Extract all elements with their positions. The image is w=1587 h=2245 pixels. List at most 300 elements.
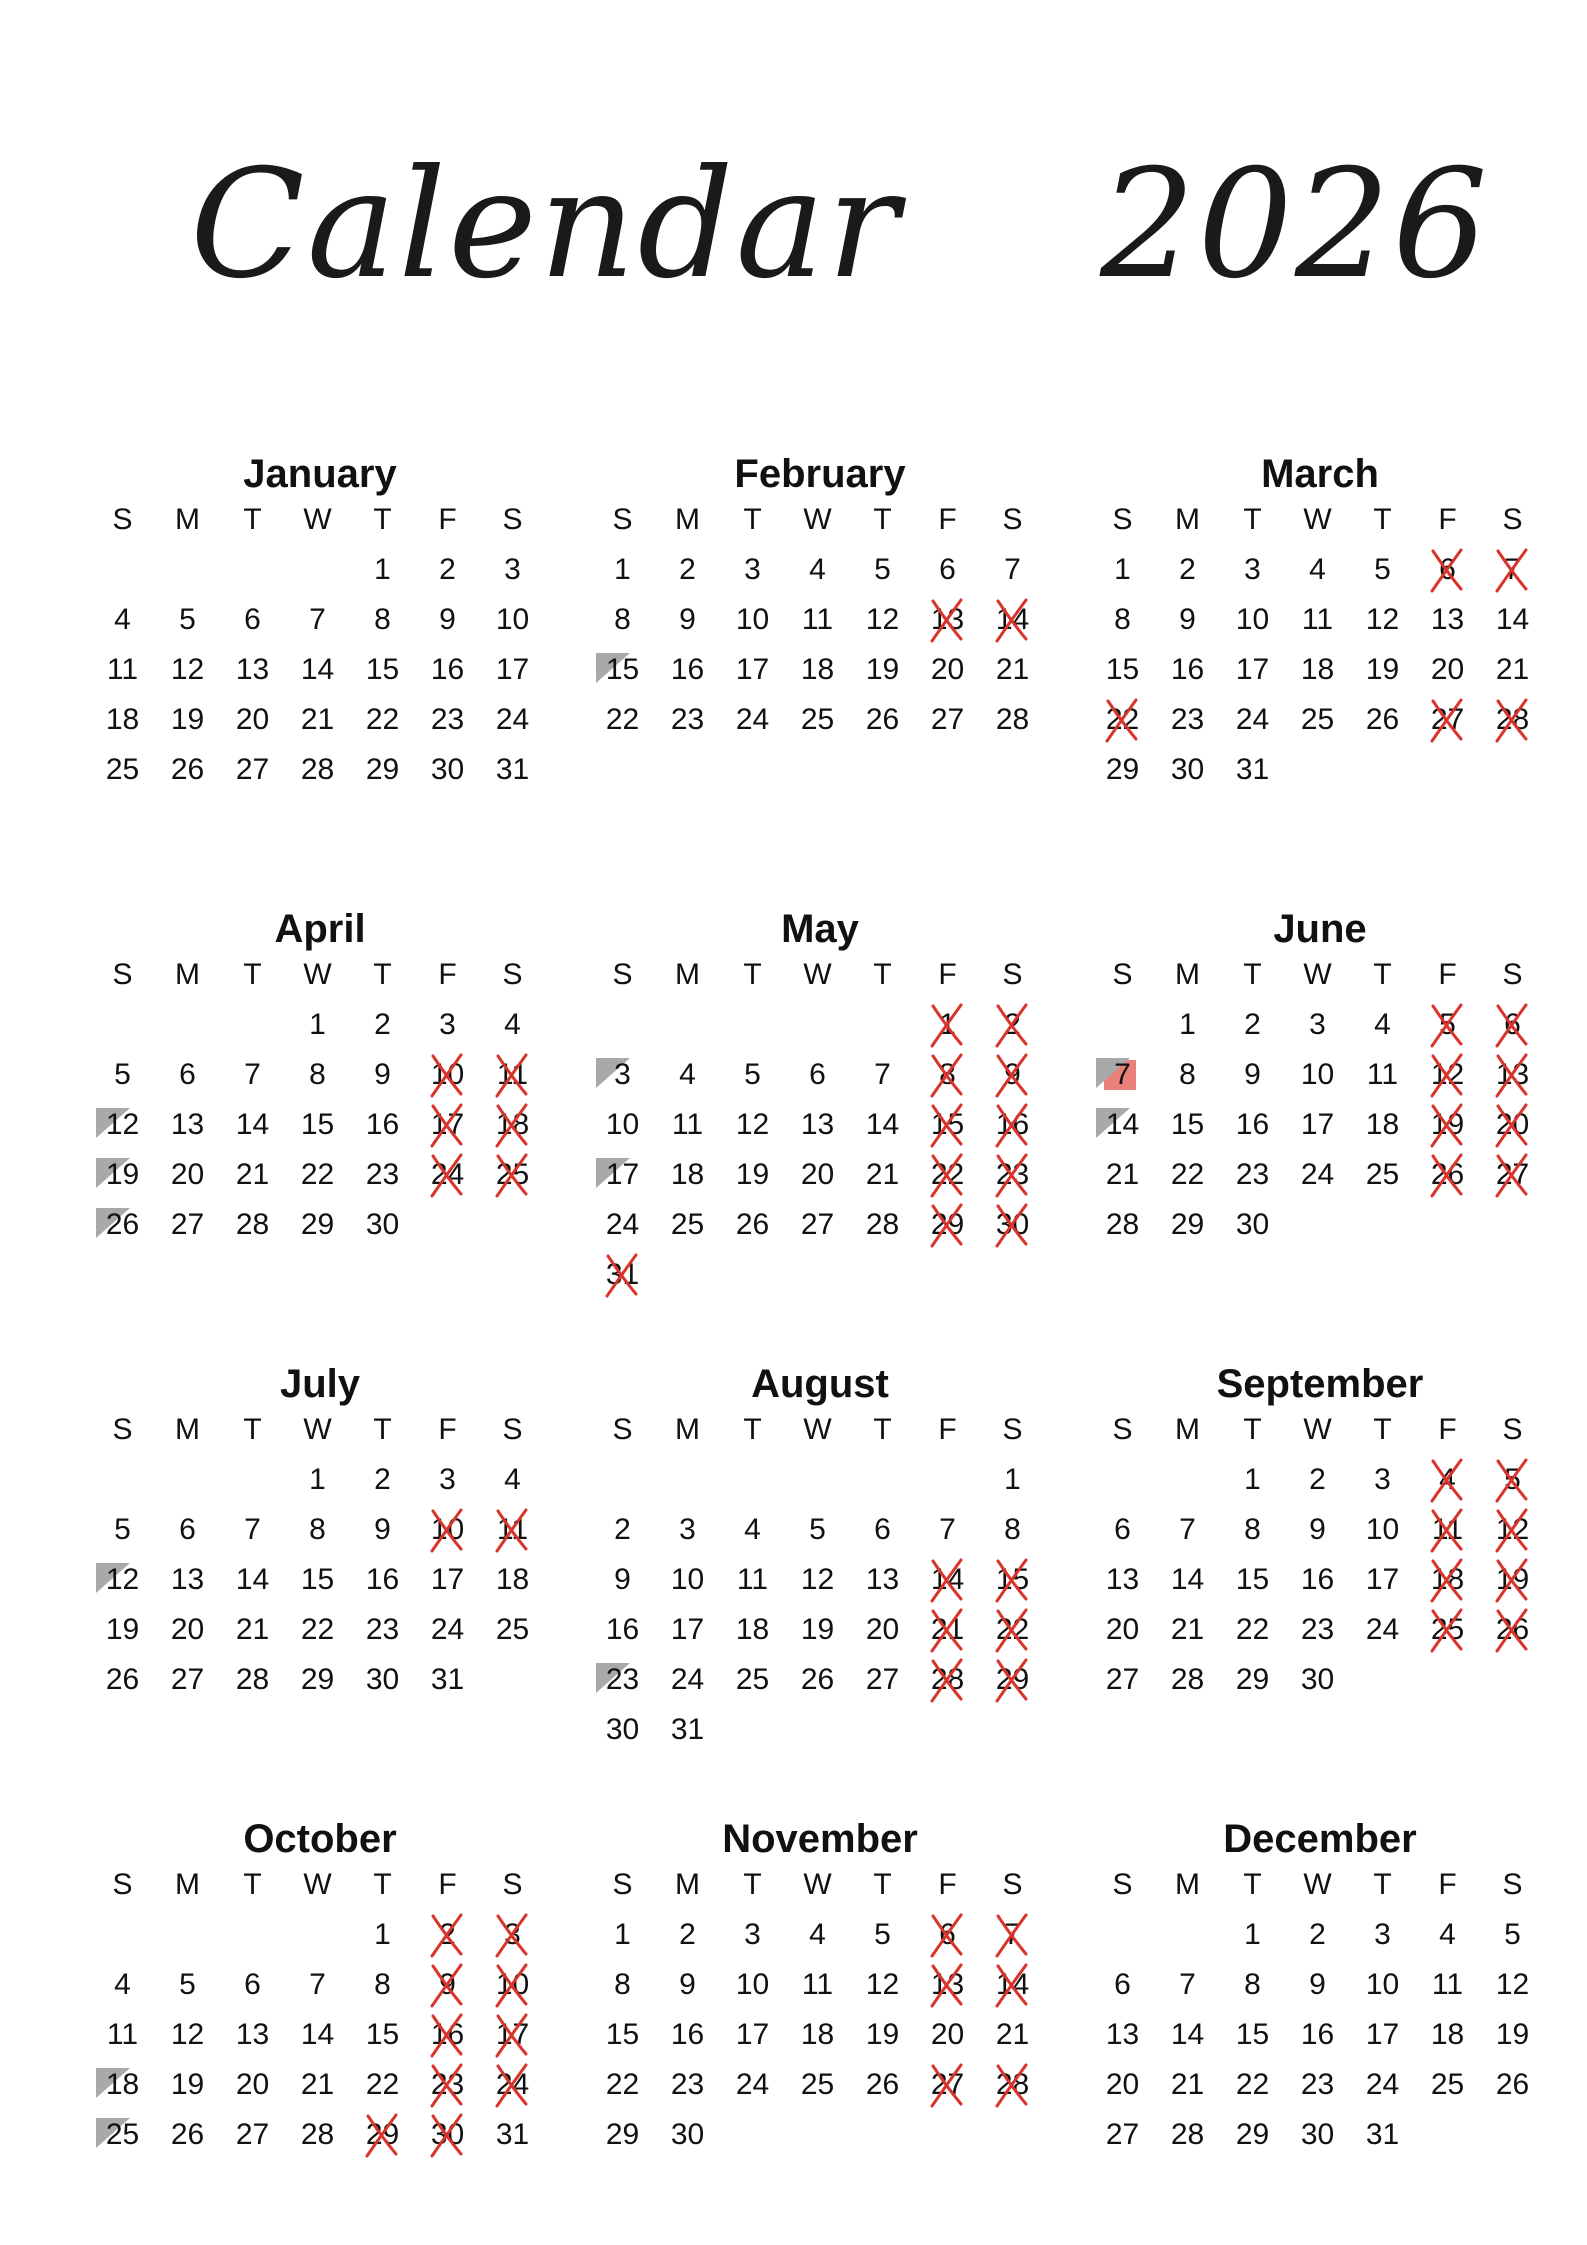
day-cell (720, 1655, 785, 1705)
day-number: 26 (1495, 1613, 1530, 1646)
day-number: 3 (1309, 1008, 1326, 1041)
day-number: 18 (495, 1563, 530, 1596)
day-cell (1350, 2060, 1415, 2110)
day-cell (1415, 1910, 1480, 1960)
day-cell (1415, 2060, 1480, 2110)
weekday-label: T (1373, 1868, 1392, 1901)
day-number: 7 (244, 1513, 261, 1546)
day-number: 13 (930, 603, 965, 636)
day-number: 13 (235, 653, 270, 686)
day-number: 24 (605, 1208, 640, 1241)
weekday-label: T (373, 1868, 392, 1901)
days-grid (1090, 545, 1550, 845)
day-cell (785, 1050, 850, 1100)
month-name: April (274, 907, 366, 951)
day-cell (720, 1200, 785, 1250)
day-cell (1220, 1505, 1285, 1555)
day-cell (980, 1200, 1045, 1250)
day-cell (915, 1200, 980, 1250)
day-number: 20 (930, 2018, 965, 2051)
day-number: 12 (1365, 603, 1400, 636)
day-number: 16 (1300, 2018, 1335, 2051)
month-april (90, 905, 550, 1325)
day-cell (90, 1960, 155, 2010)
month-name: July (279, 1362, 361, 1406)
day-cell (480, 745, 545, 795)
day-number: 23 (430, 703, 465, 736)
day-cell (590, 1505, 655, 1555)
day-number: 3 (1374, 1918, 1391, 1951)
day-cell (785, 1150, 850, 1200)
day-cell (155, 2110, 220, 2160)
day-cell (1285, 1455, 1350, 1505)
month-august (590, 1360, 1050, 1780)
day-number: 9 (1309, 1968, 1326, 2001)
weekday-label: W (1303, 1868, 1332, 1901)
day-number: 9 (1244, 1058, 1261, 1091)
day-number: 23 (670, 2068, 705, 2101)
day-number: 2 (1004, 1008, 1021, 1041)
day-cell (220, 2010, 285, 2060)
day-number: 28 (1105, 1208, 1140, 1241)
weekday-label: S (502, 1413, 523, 1446)
day-number: 22 (300, 1158, 335, 1191)
day-cell (155, 2060, 220, 2110)
day-cell (590, 1910, 655, 1960)
day-number: 19 (865, 2018, 900, 2051)
day-number: 1 (374, 553, 391, 586)
day-cell (415, 595, 480, 645)
day-cell (785, 595, 850, 645)
day-number: 12 (170, 2018, 205, 2051)
day-cell (590, 2110, 655, 2160)
day-cell (1155, 1605, 1220, 1655)
day-number: 18 (105, 2068, 140, 2101)
day-cell (850, 645, 915, 695)
day-number: 18 (800, 2018, 835, 2051)
day-number: 14 (300, 653, 335, 686)
day-number: 1 (1244, 1918, 1261, 1951)
day-number: 2 (1309, 1463, 1326, 1496)
day-number: 19 (105, 1613, 140, 1646)
day-number: 27 (170, 1663, 205, 1696)
weekday-header (90, 1865, 550, 1905)
day-cell (655, 1505, 720, 1555)
day-number: 27 (235, 2118, 270, 2151)
days-grid (1090, 1000, 1550, 1300)
day-cell (350, 1960, 415, 2010)
day-number: 3 (504, 1918, 521, 1951)
day-number: 16 (1170, 653, 1205, 686)
weekday-label: M (175, 958, 200, 991)
day-number: 24 (735, 703, 770, 736)
day-number: 13 (170, 1563, 205, 1596)
day-cell (915, 1505, 980, 1555)
day-cell (1090, 1655, 1155, 1705)
day-cell (1090, 2010, 1155, 2060)
day-number: 11 (1431, 1513, 1464, 1546)
day-cell (655, 2010, 720, 2060)
day-number: 2 (374, 1463, 391, 1496)
day-number: 25 (735, 1663, 770, 1696)
day-number: 24 (430, 1158, 465, 1191)
day-number: 15 (1170, 1108, 1205, 1141)
day-number: 28 (995, 2068, 1030, 2101)
day-number: 19 (800, 1613, 835, 1646)
day-number: 15 (365, 653, 400, 686)
day-cell (1415, 1505, 1480, 1555)
day-cell (655, 1150, 720, 1200)
day-cell (1415, 645, 1480, 695)
day-number: 8 (1244, 1968, 1261, 2001)
day-cell (480, 2110, 545, 2160)
day-number: 7 (1004, 553, 1021, 586)
day-cell (655, 545, 720, 595)
day-cell (1285, 1000, 1350, 1050)
day-number: 29 (1105, 753, 1140, 786)
day-number: 3 (504, 553, 521, 586)
day-cell (220, 595, 285, 645)
day-cell (415, 2010, 480, 2060)
day-cell (155, 1200, 220, 1250)
day-number: 6 (939, 1918, 956, 1951)
day-cell (220, 2060, 285, 2110)
day-cell (1155, 695, 1220, 745)
day-cell (655, 645, 720, 695)
day-number: 3 (679, 1513, 696, 1546)
day-number: 29 (995, 1663, 1030, 1696)
day-number: 6 (179, 1513, 196, 1546)
weekday-header (90, 1410, 550, 1450)
weekday-header (1090, 1410, 1550, 1450)
day-number: 5 (874, 1918, 891, 1951)
days-grid (90, 1910, 550, 2210)
day-number: 23 (670, 703, 705, 736)
day-cell (350, 2060, 415, 2110)
day-cell (980, 2060, 1045, 2110)
day-cell (1285, 1150, 1350, 1200)
day-number: 15 (930, 1108, 965, 1141)
day-cell (1285, 1605, 1350, 1655)
day-number: 1 (309, 1008, 326, 1041)
day-cell (1220, 2010, 1285, 2060)
day-number: 19 (865, 653, 900, 686)
weekday-header (590, 1865, 1050, 1905)
weekday-label: F (1438, 503, 1457, 536)
weekday-header (1090, 500, 1550, 540)
day-number: 17 (495, 2018, 530, 2051)
day-cell (655, 2110, 720, 2160)
day-cell (1350, 1910, 1415, 1960)
day-cell (590, 1555, 655, 1605)
day-number: 19 (735, 1158, 770, 1191)
day-number: 17 (605, 1158, 640, 1191)
day-number: 22 (1235, 1613, 1270, 1646)
day-cell (350, 1200, 415, 1250)
day-number: 12 (170, 653, 205, 686)
day-number: 26 (1495, 2068, 1530, 2101)
day-cell (720, 1555, 785, 1605)
weekday-label: S (112, 1868, 133, 1901)
day-number: 28 (235, 1663, 270, 1696)
month-name: June (1273, 907, 1367, 951)
day-number: 6 (1504, 1008, 1521, 1041)
day-cell (90, 1100, 155, 1150)
weekday-label: F (938, 1413, 957, 1446)
day-cell (350, 1910, 415, 1960)
day-cell (220, 1100, 285, 1150)
weekday-label: M (675, 1413, 700, 1446)
day-number: 6 (244, 603, 261, 636)
day-cell (915, 1605, 980, 1655)
day-number: 16 (365, 1108, 400, 1141)
day-number: 14 (1495, 603, 1530, 636)
day-number: 25 (1365, 1158, 1400, 1191)
day-number: 2 (439, 553, 456, 586)
day-cell (90, 2110, 155, 2160)
day-number: 30 (430, 753, 465, 786)
day-number: 17 (495, 653, 530, 686)
day-number: 7 (244, 1058, 261, 1091)
weekday-label: M (1175, 1868, 1200, 1901)
day-cell (1155, 2110, 1220, 2160)
day-cell (850, 595, 915, 645)
day-number: 10 (1365, 1968, 1400, 2001)
weekday-label: W (303, 958, 332, 991)
day-cell (480, 545, 545, 595)
day-number: 21 (930, 1613, 965, 1646)
day-cell (285, 595, 350, 645)
day-number: 5 (1504, 1918, 1521, 1951)
day-cell (285, 1200, 350, 1250)
day-cell (915, 695, 980, 745)
day-cell (1415, 545, 1480, 595)
day-cell (285, 2060, 350, 2110)
day-cell (1220, 1050, 1285, 1100)
day-cell (980, 1100, 1045, 1150)
day-cell (785, 1200, 850, 1250)
day-cell (590, 1100, 655, 1150)
day-cell (850, 1200, 915, 1250)
day-cell (90, 1555, 155, 1605)
day-number: 6 (1439, 553, 1456, 586)
weekday-label: S (1002, 503, 1023, 536)
day-number: 9 (439, 1968, 456, 2001)
day-cell (350, 695, 415, 745)
day-cell (480, 1000, 545, 1050)
day-cell (720, 1050, 785, 1100)
month-name: October (243, 1817, 397, 1861)
day-number: 4 (809, 1918, 826, 1951)
day-cell (850, 2060, 915, 2110)
weekday-header (1090, 1865, 1550, 1905)
day-cell (1350, 645, 1415, 695)
month-name: February (734, 452, 906, 496)
days-grid (90, 1000, 550, 1300)
day-number: 8 (374, 1968, 391, 2001)
day-number: 29 (300, 1208, 335, 1241)
day-cell (1090, 595, 1155, 645)
day-cell (1415, 595, 1480, 645)
day-number: 13 (800, 1108, 835, 1141)
calendar-title: Calendar (190, 138, 901, 312)
day-number: 29 (605, 2118, 640, 2151)
day-number: 22 (1105, 703, 1140, 736)
day-cell (1415, 1050, 1480, 1100)
day-number: 3 (744, 1918, 761, 1951)
day-cell (415, 695, 480, 745)
day-cell (850, 2010, 915, 2060)
day-number: 1 (1244, 1463, 1261, 1496)
month-september (1090, 1360, 1550, 1780)
day-cell (1220, 1150, 1285, 1200)
day-number: 14 (995, 603, 1030, 636)
day-number: 24 (1365, 1613, 1400, 1646)
day-cell (1480, 1505, 1545, 1555)
day-cell (915, 1150, 980, 1200)
weekday-label: T (1243, 1413, 1262, 1446)
day-cell (915, 645, 980, 695)
day-number: 23 (1300, 2068, 1335, 2101)
month-february (590, 450, 1050, 870)
day-cell (1155, 1655, 1220, 1705)
day-cell (285, 1605, 350, 1655)
day-number: 21 (300, 2068, 335, 2101)
day-cell (850, 1655, 915, 1705)
weekday-label: F (938, 958, 957, 991)
day-number: 28 (300, 753, 335, 786)
day-number: 27 (1105, 1663, 1140, 1696)
day-cell (415, 1605, 480, 1655)
day-cell (480, 1455, 545, 1505)
day-number: 20 (170, 1613, 205, 1646)
day-cell (350, 2110, 415, 2160)
day-cell (90, 2060, 155, 2110)
day-number: 30 (430, 2118, 465, 2151)
day-cell (350, 1100, 415, 1150)
weekday-label: S (612, 958, 633, 991)
day-number: 19 (105, 1158, 140, 1191)
day-cell (480, 1910, 545, 1960)
day-number: 13 (930, 1968, 965, 2001)
day-cell (850, 695, 915, 745)
day-cell (415, 1505, 480, 1555)
day-cell (720, 2010, 785, 2060)
weekday-label: S (1002, 1868, 1023, 1901)
day-number: 21 (235, 1158, 270, 1191)
day-number: 17 (1365, 2018, 1400, 2051)
day-cell (785, 545, 850, 595)
day-number: 10 (1300, 1058, 1335, 1091)
day-number: 11 (496, 1513, 529, 1546)
day-number: 8 (614, 1968, 631, 2001)
day-number: 17 (670, 1613, 705, 1646)
day-cell (1155, 1555, 1220, 1605)
day-number: 30 (1300, 1663, 1335, 1696)
day-number: 2 (679, 553, 696, 586)
day-cell (1090, 2110, 1155, 2160)
day-number: 2 (679, 1918, 696, 1951)
day-number: 15 (1235, 1563, 1270, 1596)
weekday-label: M (175, 1868, 200, 1901)
day-cell (1480, 545, 1545, 595)
day-number: 29 (300, 1663, 335, 1696)
day-cell (850, 1555, 915, 1605)
day-cell (285, 1555, 350, 1605)
day-cell (480, 2010, 545, 2060)
day-number: 20 (1105, 1613, 1140, 1646)
day-number: 16 (605, 1613, 640, 1646)
day-cell (850, 1960, 915, 2010)
weekday-header (590, 1410, 1050, 1450)
day-cell (1350, 545, 1415, 595)
day-cell (480, 645, 545, 695)
day-number: 30 (365, 1663, 400, 1696)
day-number: 3 (1244, 553, 1261, 586)
day-cell (1090, 1505, 1155, 1555)
day-number: 4 (114, 603, 131, 636)
day-cell (655, 1200, 720, 1250)
day-number: 4 (744, 1513, 761, 1546)
day-number: 3 (439, 1008, 456, 1041)
day-cell (915, 1655, 980, 1705)
day-number: 1 (1004, 1463, 1021, 1496)
day-number: 27 (170, 1208, 205, 1241)
day-number: 14 (300, 2018, 335, 2051)
weekday-label: T (1373, 958, 1392, 991)
day-cell (785, 1555, 850, 1605)
day-number: 20 (1105, 2068, 1140, 2101)
day-number: 20 (1495, 1108, 1530, 1141)
day-number: 19 (1495, 1563, 1530, 1596)
day-cell (155, 595, 220, 645)
day-cell (655, 1655, 720, 1705)
day-number: 4 (1439, 1918, 1456, 1951)
day-number: 16 (430, 2018, 465, 2051)
day-number: 12 (1430, 1058, 1465, 1091)
day-cell (1090, 645, 1155, 695)
day-cell (480, 1505, 545, 1555)
day-cell (415, 1150, 480, 1200)
day-number: 26 (170, 2118, 205, 2151)
day-number: 14 (865, 1108, 900, 1141)
weekday-label: S (1002, 1413, 1023, 1446)
day-number: 20 (930, 653, 965, 686)
day-number: 31 (1235, 753, 1270, 786)
day-number: 1 (939, 1008, 956, 1041)
day-number: 14 (235, 1563, 270, 1596)
day-number: 10 (1365, 1513, 1400, 1546)
day-number: 30 (605, 1713, 640, 1746)
day-number: 23 (1170, 703, 1205, 736)
day-number: 31 (430, 1663, 465, 1696)
day-cell (1090, 1605, 1155, 1655)
month-june (1090, 905, 1550, 1325)
day-number: 2 (374, 1008, 391, 1041)
day-cell (850, 1050, 915, 1100)
day-cell (155, 1150, 220, 1200)
day-cell (1350, 695, 1415, 745)
day-number: 25 (1300, 703, 1335, 736)
weekday-label: T (1243, 503, 1262, 536)
weekday-label: F (1438, 1413, 1457, 1446)
day-cell (90, 645, 155, 695)
day-cell (1415, 1100, 1480, 1150)
day-number: 8 (1114, 603, 1131, 636)
day-number: 8 (614, 603, 631, 636)
day-number: 13 (1105, 1563, 1140, 1596)
day-cell (285, 1655, 350, 1705)
